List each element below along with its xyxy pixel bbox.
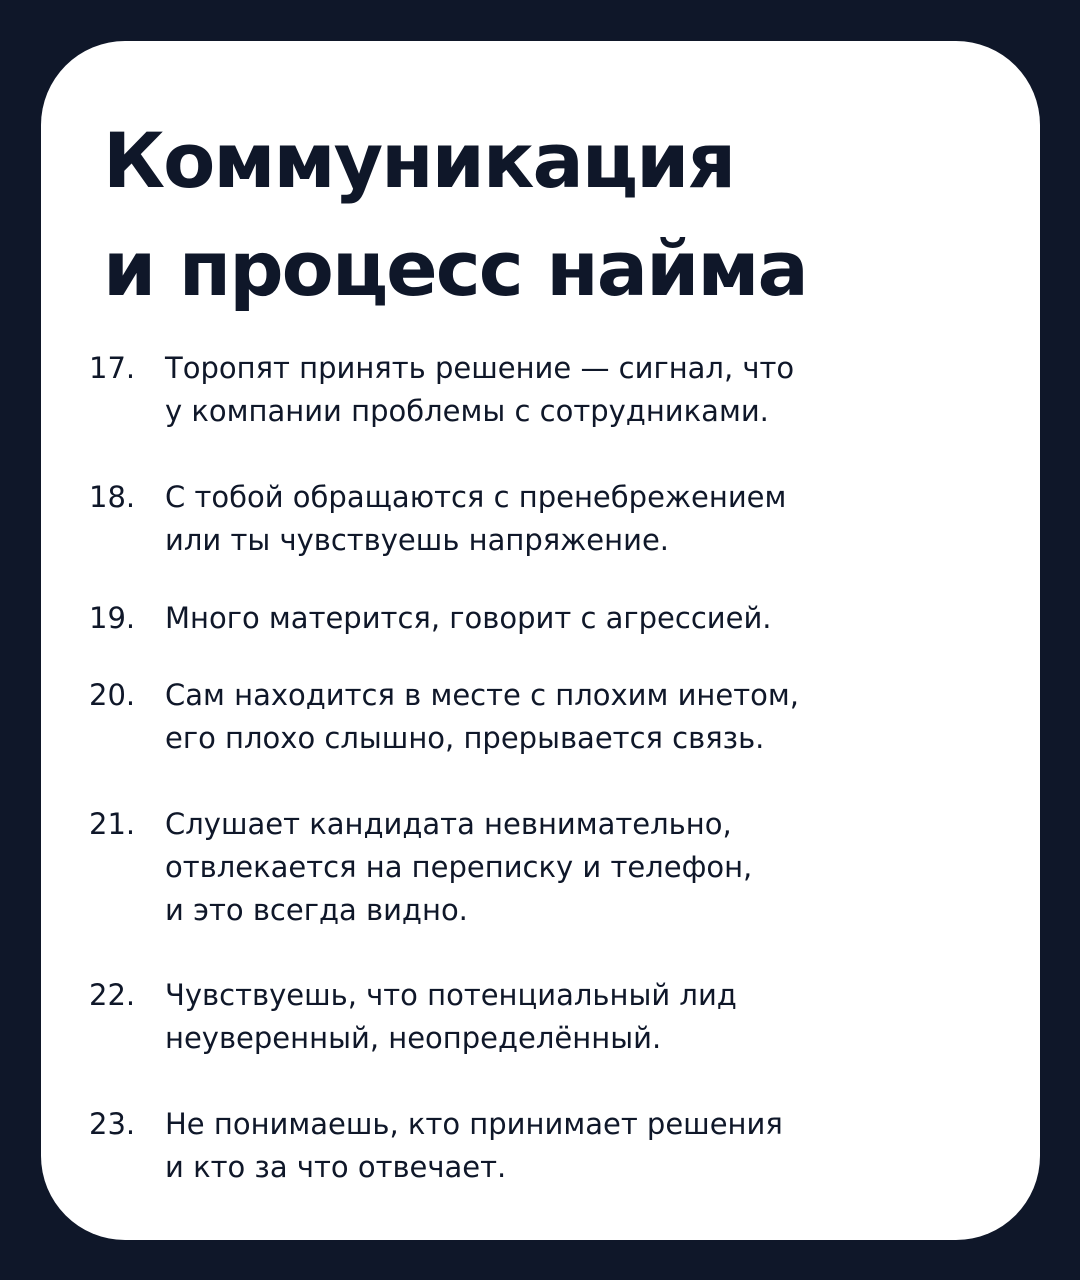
list-item-line: и кто за что отвечает. <box>165 1150 507 1184</box>
list-item-line: Чувствуешь, что потенциальный лид <box>165 978 737 1012</box>
signals-list <box>41 41 1040 1240</box>
list-item-line: Торопят принять решение — сигнал, что <box>165 351 795 385</box>
list-item-text <box>165 803 985 932</box>
list-item-text <box>165 347 985 433</box>
list-item-line: Слушает кандидата невнимательно, <box>165 807 732 841</box>
list-item-number: 19. <box>89 601 136 635</box>
list-item-line: Сам находится в месте с плохим инетом, <box>165 678 799 712</box>
list-item-line: и это всегда видно. <box>165 893 468 927</box>
list-item-number: 22. <box>89 978 136 1012</box>
list-item-line: у компании проблемы с сотрудниками. <box>165 394 769 428</box>
page-title-line-2: и процесс найма <box>103 224 807 313</box>
page-title-line-1: Коммуникация <box>103 116 735 205</box>
list-item-number: 20. <box>89 678 136 712</box>
list-item-line: его плохо слышно, прерывается связь. <box>165 721 765 755</box>
content-card <box>41 41 1040 1240</box>
list-item-text <box>165 597 985 640</box>
list-item-number: 17. <box>89 351 136 385</box>
list-item-line: отвлекается на переписку и телефон, <box>165 850 753 884</box>
list-item-number: 21. <box>89 807 136 841</box>
list-item-text <box>165 974 985 1060</box>
list-item-line: Не понимаешь, кто принимает решения <box>165 1107 783 1141</box>
list-item-line: С тобой обращаются с пренебрежением <box>165 480 787 514</box>
list-item-line: неуверенный, неопределённый. <box>165 1021 662 1055</box>
list-item-number: 23. <box>89 1107 136 1141</box>
list-item-number: 18. <box>89 480 136 514</box>
list-item-line: или ты чувствуешь напряжение. <box>165 523 670 557</box>
list-item-text <box>165 1103 985 1189</box>
list-item-text <box>165 476 985 562</box>
list-item-text <box>165 674 985 760</box>
list-item-line: Много матерится, говорит с агрессией. <box>165 601 772 635</box>
